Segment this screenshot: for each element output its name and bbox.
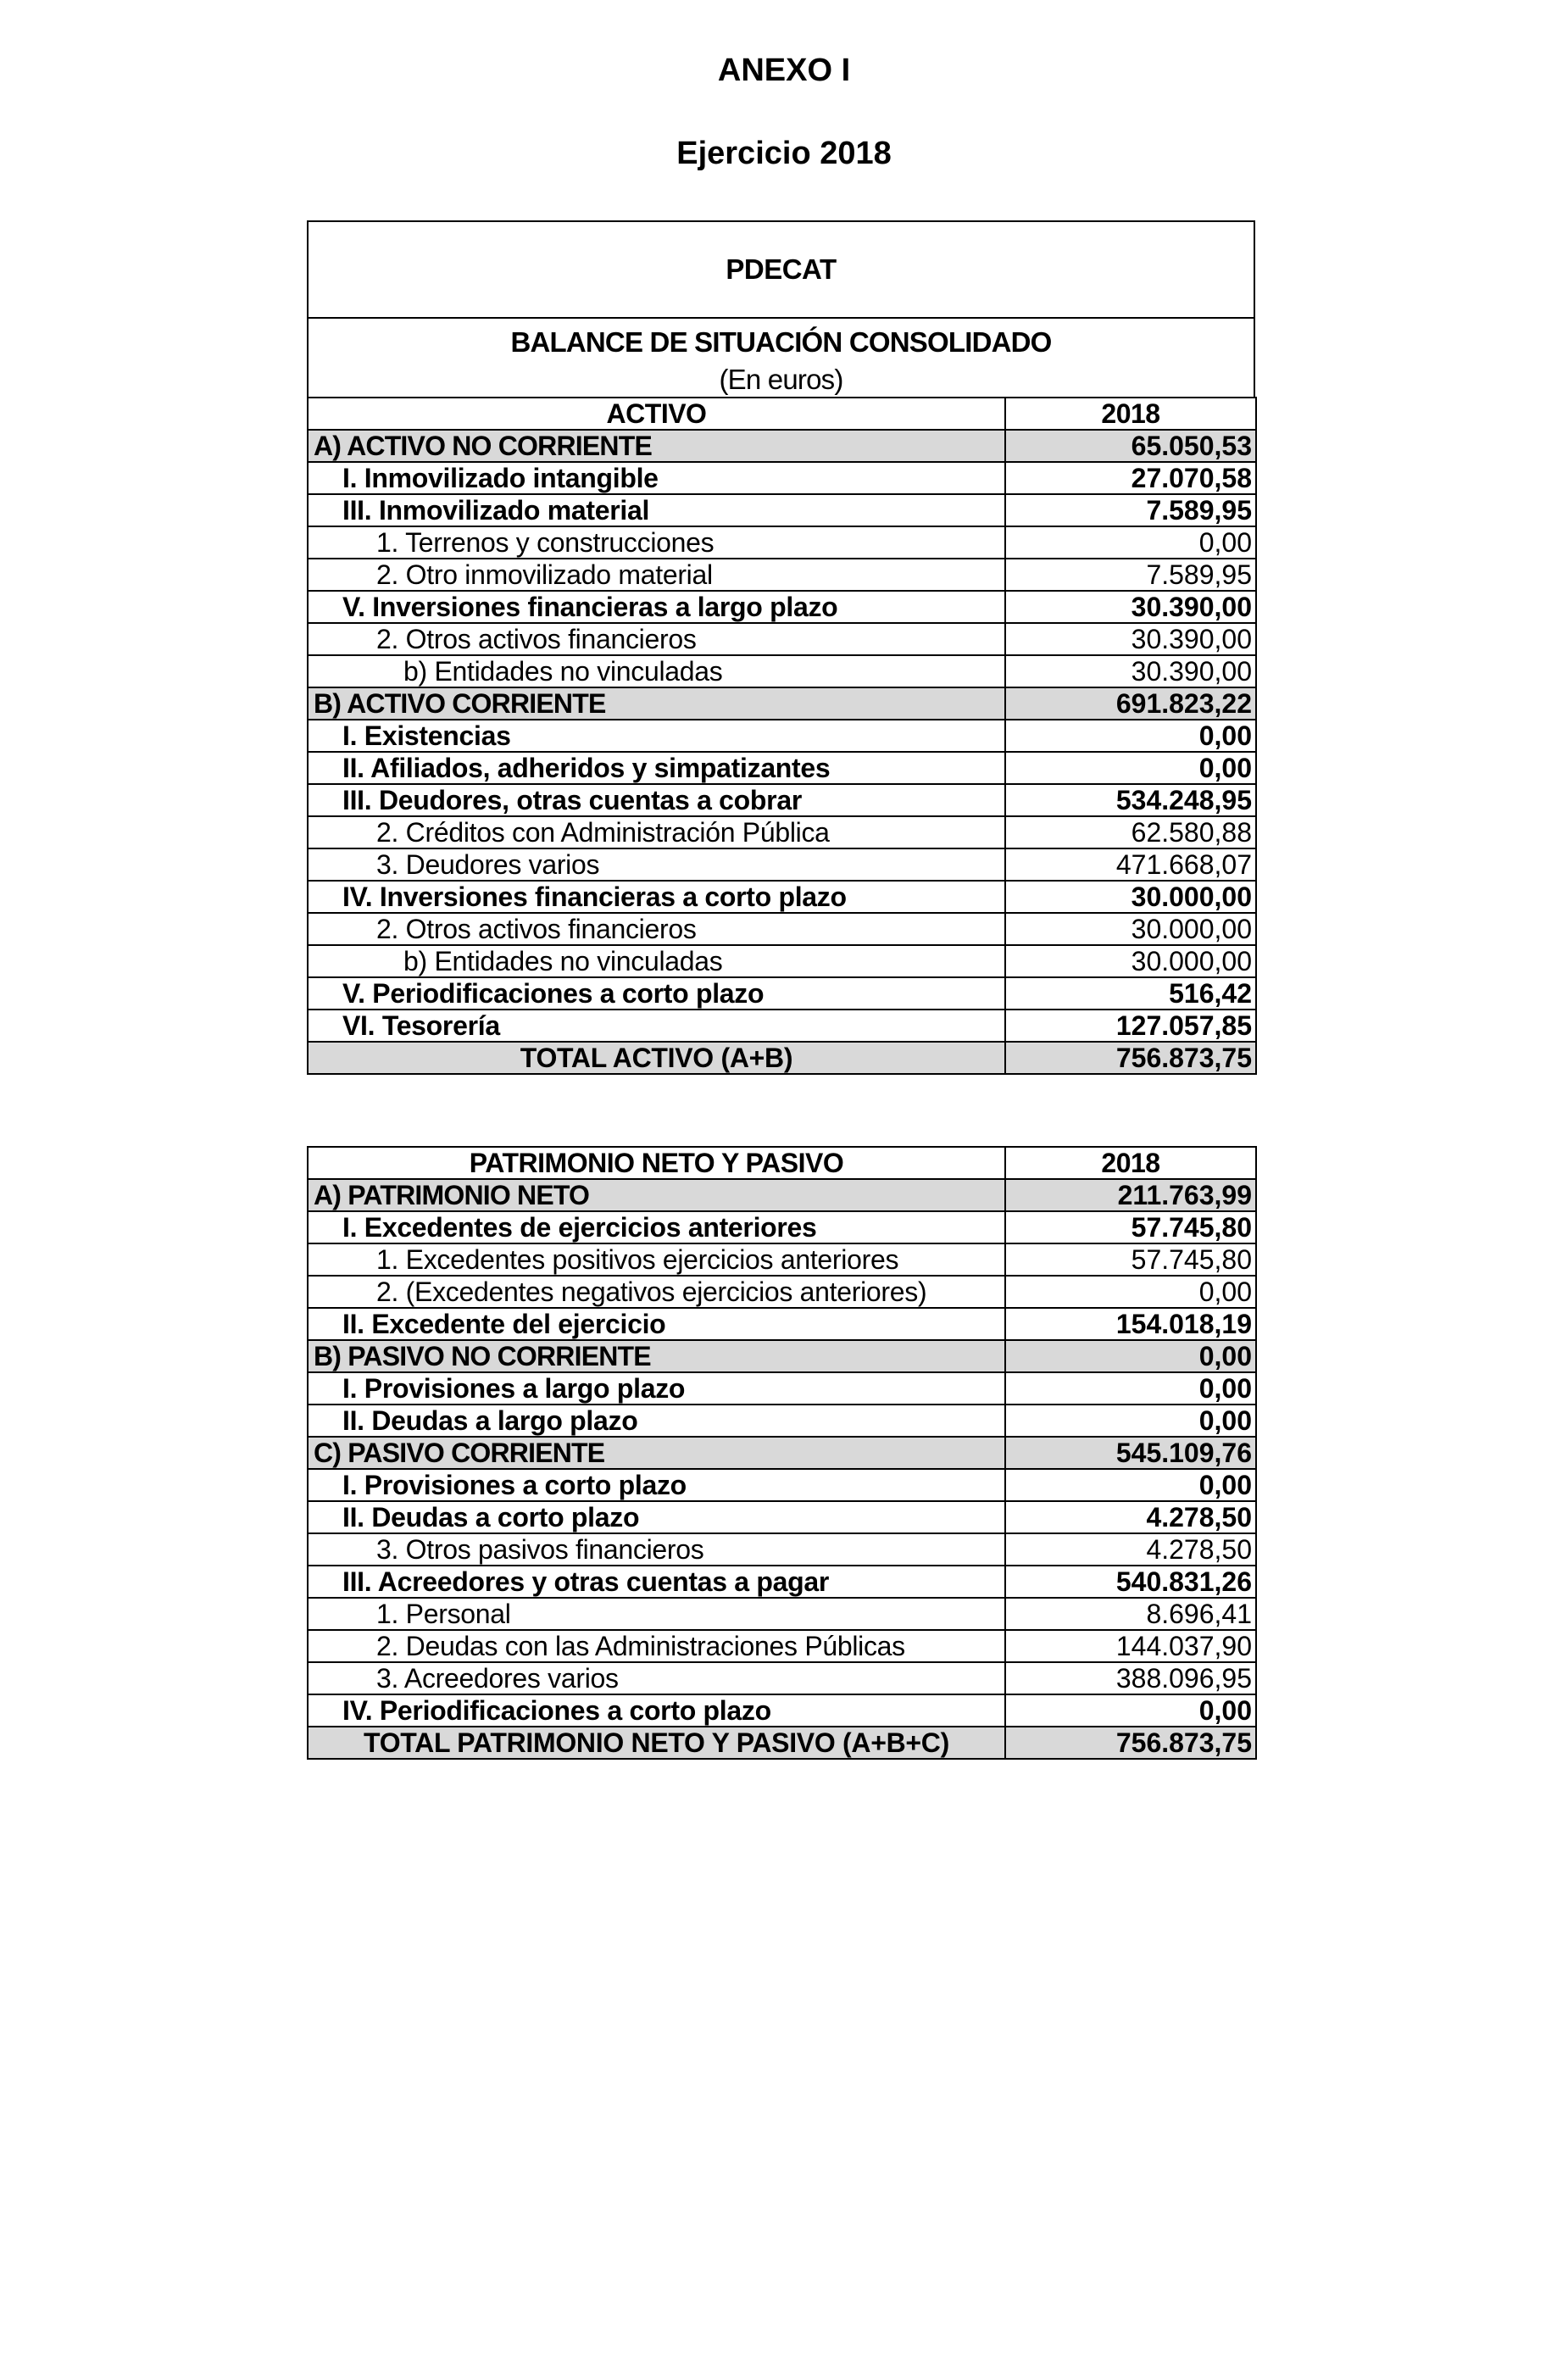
table-row [308, 591, 1256, 623]
row-amount: 30.000,00 [1005, 881, 1256, 913]
table-row [308, 1010, 1256, 1042]
row-amount: 540.831,26 [1005, 1566, 1256, 1598]
table-row [308, 752, 1256, 784]
table-row [308, 816, 1256, 848]
fiscal-year-title: Ejercicio 2018 [676, 136, 892, 171]
row-amount: 0,00 [1005, 526, 1256, 559]
table-row [308, 494, 1256, 526]
row-label: 3. Deudores varios [308, 848, 1005, 881]
table-row [308, 945, 1256, 977]
table-row [308, 1662, 1256, 1694]
table-row [308, 881, 1256, 913]
table-row [308, 1042, 1256, 1074]
row-amount: 30.000,00 [1005, 913, 1256, 945]
row-amount: 154.018,19 [1005, 1308, 1256, 1340]
row-label: III. Deudores, otras cuentas a cobrar [308, 784, 1005, 816]
row-amount: 0,00 [1005, 752, 1256, 784]
row-amount: 0,00 [1005, 1694, 1256, 1727]
row-amount: 0,00 [1005, 1405, 1256, 1437]
table-row [308, 784, 1256, 816]
equity-liabilities-header-row [308, 1147, 1256, 1179]
table-row [308, 687, 1256, 720]
table-row [308, 1308, 1256, 1340]
row-label: 1. Personal [308, 1598, 1005, 1630]
table-row [308, 1372, 1256, 1405]
row-label: C) PASIVO CORRIENTE [308, 1437, 1005, 1469]
row-amount: 30.000,00 [1005, 945, 1256, 977]
row-label: I. Provisiones a corto plazo [308, 1469, 1005, 1501]
row-label: b) Entidades no vinculadas [308, 655, 1005, 687]
row-amount: 0,00 [1005, 1372, 1256, 1405]
table-row [308, 1566, 1256, 1598]
row-amount: 30.390,00 [1005, 623, 1256, 655]
row-label: 2. Otros activos financieros [308, 623, 1005, 655]
table-row [308, 462, 1256, 494]
row-amount: 756.873,75 [1005, 1042, 1256, 1074]
table-row [308, 1437, 1256, 1469]
table-row [308, 913, 1256, 945]
row-label: I. Excedentes de ejercicios anteriores [308, 1211, 1005, 1243]
row-amount: 4.278,50 [1005, 1501, 1256, 1533]
table-row [308, 430, 1256, 462]
annex-title: ANEXO I [717, 53, 851, 88]
table-row [308, 1533, 1256, 1566]
statement-unit: (En euros) [719, 364, 843, 395]
row-amount: 8.696,41 [1005, 1598, 1256, 1630]
table-row [308, 559, 1256, 591]
row-label: IV. Inversiones financieras a corto plazo [308, 881, 1005, 913]
statement-header [307, 220, 1255, 398]
row-label: 2. Otros activos financieros [308, 913, 1005, 945]
row-label: I. Inmovilizado intangible [308, 462, 1005, 494]
row-label: I. Provisiones a largo plazo [308, 1372, 1005, 1405]
row-label: II. Excedente del ejercicio [308, 1308, 1005, 1340]
row-amount: 0,00 [1005, 1276, 1256, 1308]
row-amount: 0,00 [1005, 720, 1256, 752]
row-label: 2. (Excedentes negativos ejercicios anteriores) [308, 1276, 1005, 1308]
assets-table [307, 397, 1257, 1075]
row-amount: 545.109,76 [1005, 1437, 1256, 1469]
row-amount: 516,42 [1005, 977, 1256, 1010]
table-row [308, 1469, 1256, 1501]
table-row [308, 1501, 1256, 1533]
row-label: V. Inversiones financieras a largo plazo [308, 591, 1005, 623]
row-label: VI. Tesorería [308, 1010, 1005, 1042]
row-amount: 534.248,95 [1005, 784, 1256, 816]
row-label: V. Periodificaciones a corto plazo [308, 977, 1005, 1010]
row-amount: 62.580,88 [1005, 816, 1256, 848]
table-row [308, 1340, 1256, 1372]
table-row [308, 1727, 1256, 1759]
row-amount: 27.070,58 [1005, 462, 1256, 494]
row-label: 2. Créditos con Administración Pública [308, 816, 1005, 848]
statement-title: BALANCE DE SITUACIÓN CONSOLIDADO [510, 326, 1052, 358]
table-row [308, 526, 1256, 559]
row-amount: 388.096,95 [1005, 1662, 1256, 1694]
row-label: 3. Otros pasivos financieros [308, 1533, 1005, 1566]
row-label: B) PASIVO NO CORRIENTE [308, 1340, 1005, 1372]
row-label: B) ACTIVO CORRIENTE [308, 687, 1005, 720]
table-row [308, 1243, 1256, 1276]
table-row [308, 848, 1256, 881]
row-amount: 471.668,07 [1005, 848, 1256, 881]
row-label: 2. Deudas con las Administraciones Públicas [308, 1630, 1005, 1662]
row-amount: 7.589,95 [1005, 559, 1256, 591]
equity-liabilities-year: 2018 [1005, 1147, 1256, 1179]
row-label: b) Entidades no vinculadas [308, 945, 1005, 977]
table-row [308, 1211, 1256, 1243]
row-label: 2. Otro inmovilizado material [308, 559, 1005, 591]
table-row [308, 1179, 1256, 1211]
row-amount: 57.745,80 [1005, 1211, 1256, 1243]
assets-heading: ACTIVO [308, 398, 1005, 430]
row-label: II. Deudas a corto plazo [308, 1501, 1005, 1533]
row-label: III. Acreedores y otras cuentas a pagar [308, 1566, 1005, 1598]
table-row [308, 623, 1256, 655]
row-label: I. Existencias [308, 720, 1005, 752]
table-row [308, 655, 1256, 687]
equity-liabilities-table [307, 1146, 1257, 1760]
equity-liabilities-heading: PATRIMONIO NETO Y PASIVO [308, 1147, 1005, 1179]
table-row [308, 1630, 1256, 1662]
row-label: A) PATRIMONIO NETO [308, 1179, 1005, 1211]
row-amount: 7.589,95 [1005, 494, 1256, 526]
table-row [308, 1405, 1256, 1437]
row-label: 1. Excedentes positivos ejercicios anteriores [308, 1243, 1005, 1276]
row-label: II. Afiliados, adheridos y simpatizantes [308, 752, 1005, 784]
entity-name: PDECAT [309, 222, 1254, 319]
row-label: TOTAL PATRIMONIO NETO Y PASIVO (A+B+C) [308, 1727, 1005, 1759]
row-amount: 144.037,90 [1005, 1630, 1256, 1662]
row-amount: 4.278,50 [1005, 1533, 1256, 1566]
row-label: TOTAL ACTIVO (A+B) [308, 1042, 1005, 1074]
row-amount: 57.745,80 [1005, 1243, 1256, 1276]
row-amount: 0,00 [1005, 1469, 1256, 1501]
row-label: II. Deudas a largo plazo [308, 1405, 1005, 1437]
table-row [308, 720, 1256, 752]
table-row [308, 1598, 1256, 1630]
row-label: A) ACTIVO NO CORRIENTE [308, 430, 1005, 462]
row-amount: 65.050,53 [1005, 430, 1256, 462]
table-row [308, 1694, 1256, 1727]
row-amount: 0,00 [1005, 1340, 1256, 1372]
row-label: III. Inmovilizado material [308, 494, 1005, 526]
row-label: IV. Periodificaciones a corto plazo [308, 1694, 1005, 1727]
row-amount: 756.873,75 [1005, 1727, 1256, 1759]
assets-header-row [308, 398, 1256, 430]
row-amount: 30.390,00 [1005, 591, 1256, 623]
row-amount: 211.763,99 [1005, 1179, 1256, 1211]
table-row [308, 1276, 1256, 1308]
row-amount: 127.057,85 [1005, 1010, 1256, 1042]
row-label: 3. Acreedores varios [308, 1662, 1005, 1694]
row-amount: 691.823,22 [1005, 687, 1256, 720]
table-row [308, 977, 1256, 1010]
assets-year: 2018 [1005, 398, 1256, 430]
row-label: 1. Terrenos y construcciones [308, 526, 1005, 559]
row-amount: 30.390,00 [1005, 655, 1256, 687]
